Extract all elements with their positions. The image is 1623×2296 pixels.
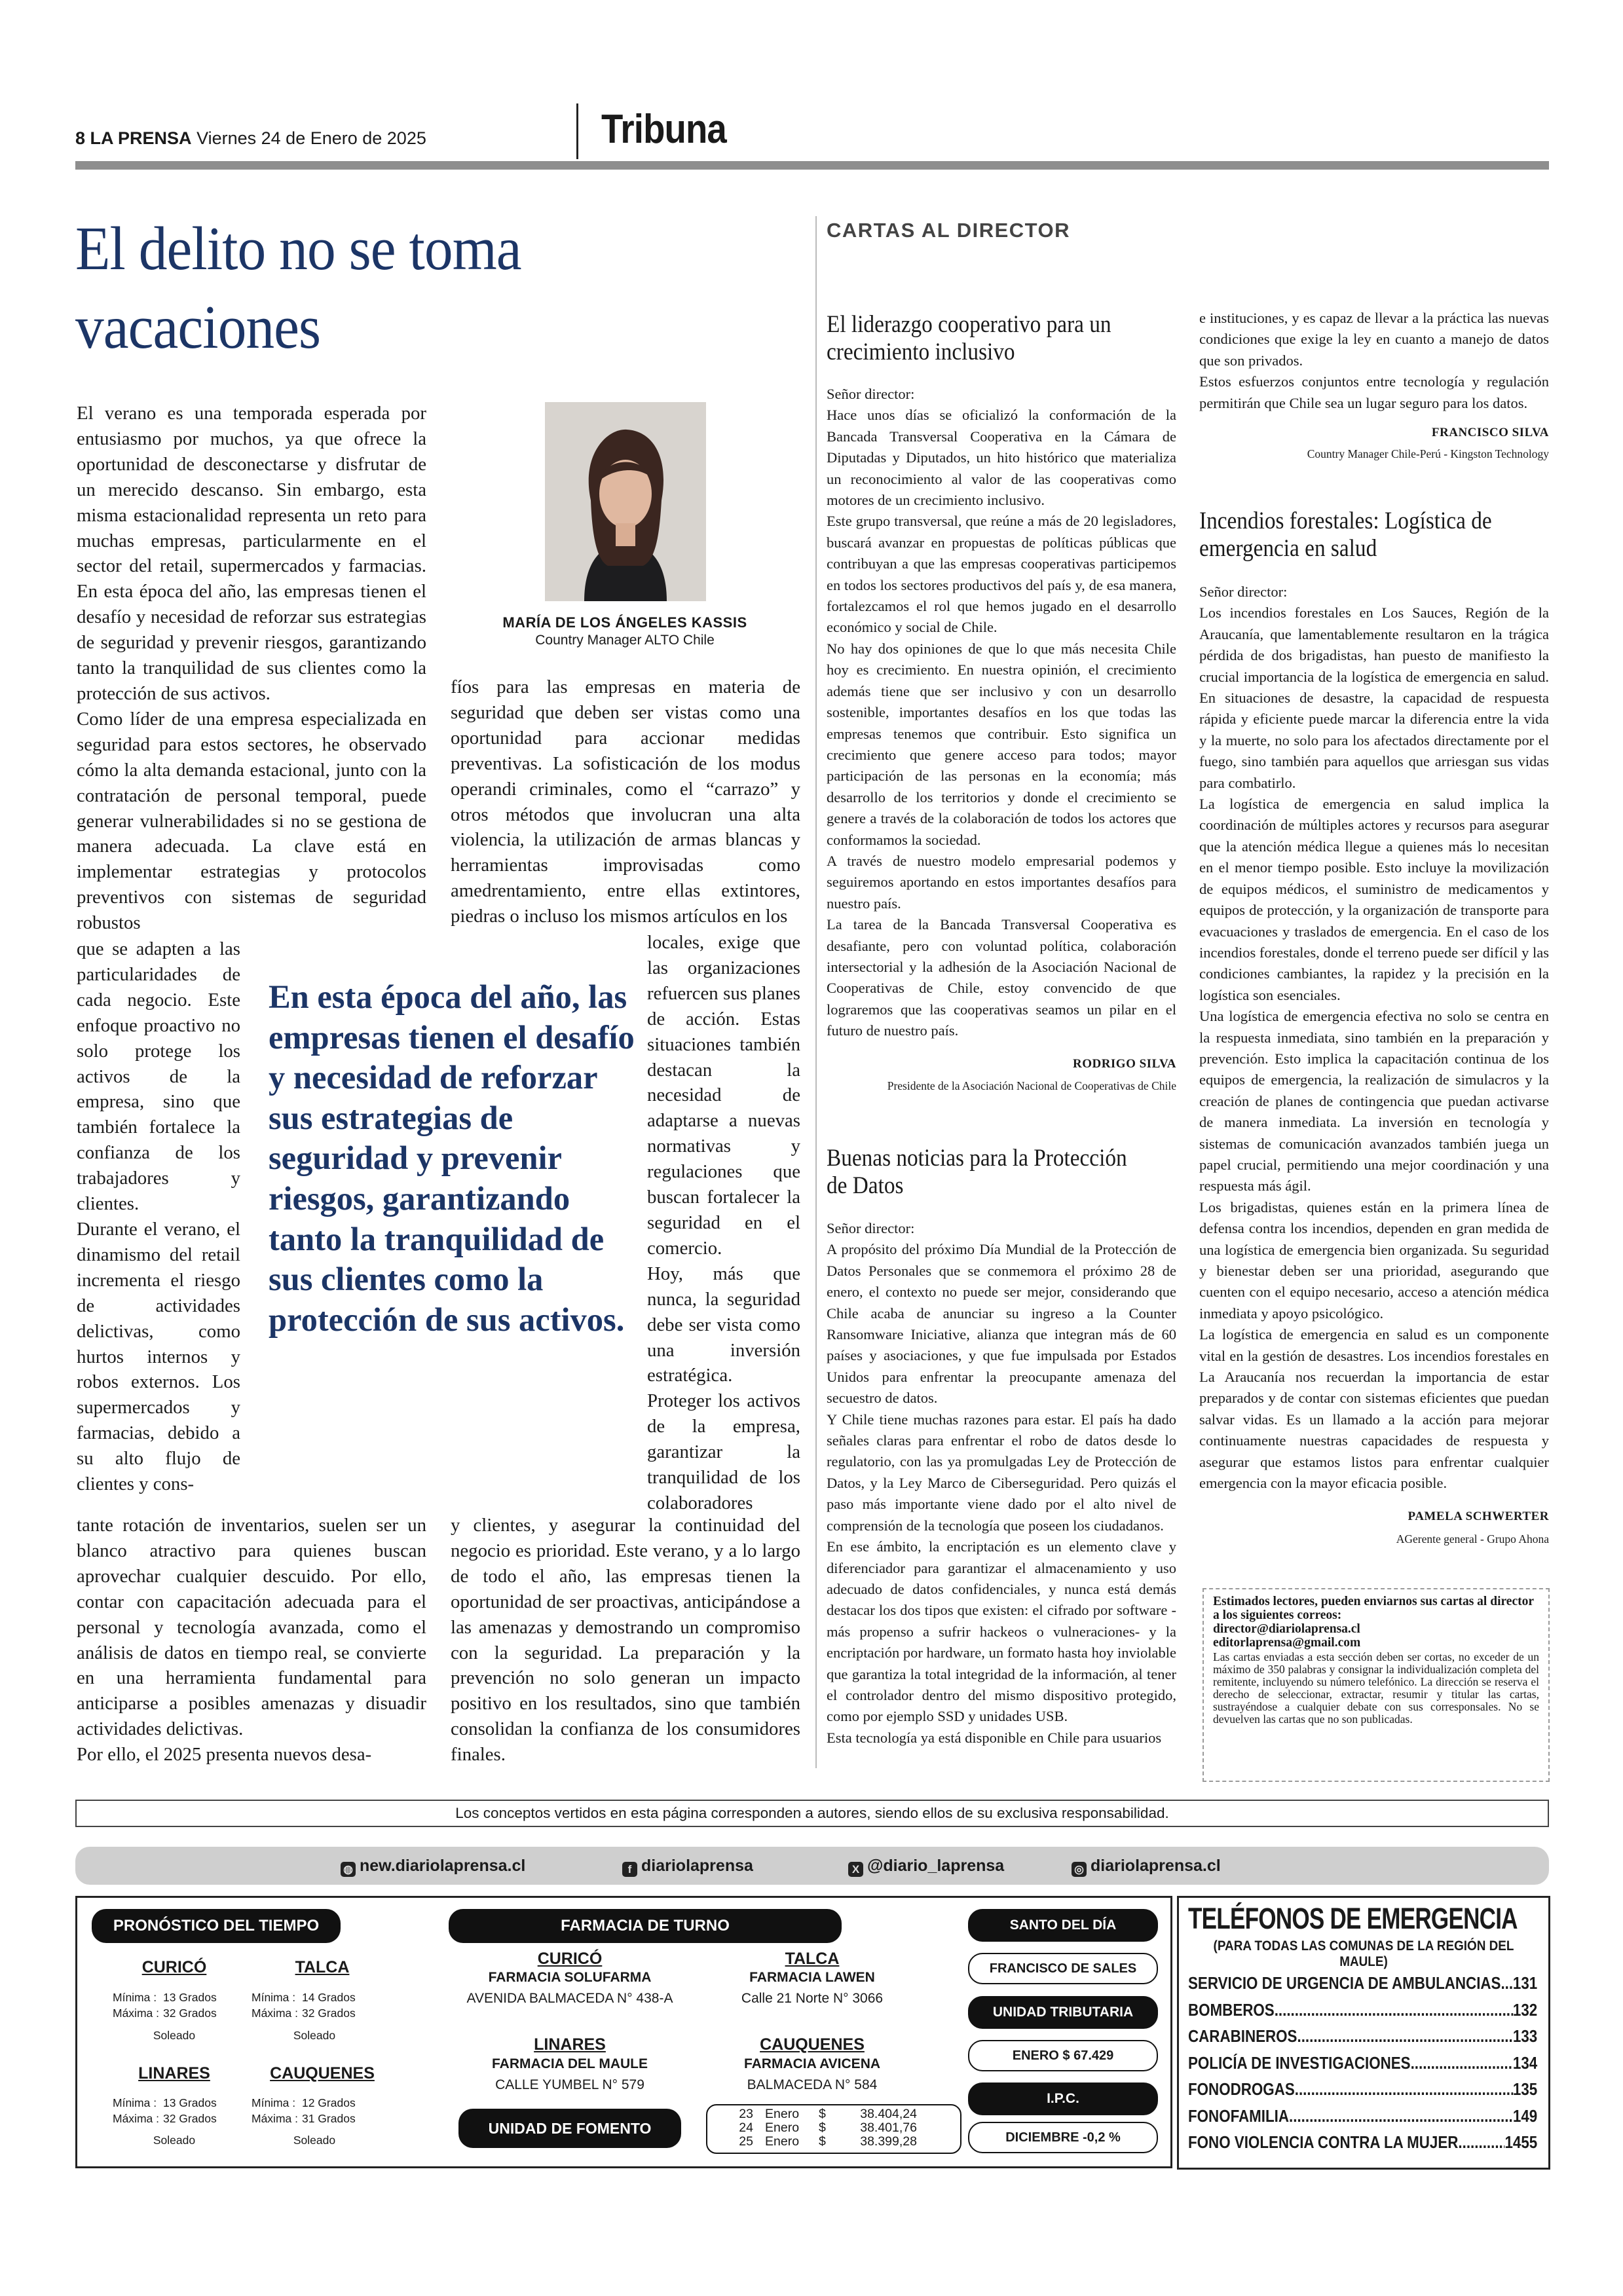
letter-paragraph: La logística de emergencia en salud implica la coordinación de múltiples actores y recursos para asegurar que la atención médica llegue a quienes más lo necesitan en el menor tiempo posible. Esto incluye la movilización de equipos médicos, el suministro de medicamentos y equipos de protección, y la organización de transporte para evacuaciones y traslados de emergencia. En el caso de los incendios forestales, donde el terreno puede ser difícil y las condiciones cambiantes, la rapidez y la precisión en la logística son esenciales. (1199, 796, 1549, 1003)
pharmacy-name: FARMACIA DEL MAULE (492, 2056, 648, 2071)
letter-signature-role: AGerente general - Grupo Ahona (1396, 1532, 1549, 1546)
article-column-1-narrow (77, 936, 240, 1497)
social-bar (75, 1847, 1549, 1885)
article-paragraph: Como líder de una empresa especializada en seguridad para estos sectores, he observado cómo la alta demanda estacional, junto con la contratación de personal temporal, puede generar vulnerabilidades si no se gestiona de manera adecuada. La clave está en implementar estrategias y protocolos preventivos con sistemas de seguridad robustos (77, 708, 426, 934)
instagram-icon: ◎ (1072, 1862, 1087, 1877)
letter-paragraph: En ese ámbito, la encriptación es un elemento clave y diferenciador para garantizar el almacenamiento y uso adecuado de datos confidenciales, y nunca está demás destacar los dos tipos que existen: el cifrado por software -más propenso a sufrir hackeos o vulneraciones- y la encriptación por hardware, un formato hasta hoy inviolable que garantiza la total integridad de la información, al tener el controlador dentro del mismo dispositivo protegido, como por ejemplo SSD y unidades USB. (827, 1538, 1176, 1725)
globe-icon: ◍ (341, 1862, 356, 1877)
emergency-phones (1177, 1896, 1550, 2170)
letter-body (827, 1218, 1176, 1749)
pharmacy-city: CURICÓ (537, 1950, 603, 1968)
letter-paragraph: Estos esfuerzos conjuntos entre tecnología y regulación permitirán que Chile sea un lugar seguro para los datos. (1199, 373, 1549, 411)
header-rule (75, 161, 1549, 170)
weather-city: CAUQUENES (270, 2064, 375, 2083)
weather-city: LINARES (138, 2064, 210, 2083)
letters-section-title: CARTAS AL DIRECTOR (827, 219, 1071, 242)
facebook-icon: f (622, 1862, 637, 1877)
emergency-row: FONODROGAS ..... 135 (1188, 2076, 1537, 2103)
social-facebook-label: diariolaprensa (641, 1857, 753, 1875)
letter-paragraph: A través de nuestro modelo empresarial podemos y seguiremos aportando en estos importantes desafíos para nuestro país. (827, 852, 1176, 912)
social-web[interactable] (341, 1857, 525, 1877)
readers-notice (1203, 1588, 1550, 1782)
author-portrait-illustration (545, 402, 706, 601)
weather-city: CURICÓ (141, 1958, 207, 1976)
ipc-value: DICIEMBRE -0,2 % (968, 2122, 1158, 2153)
letter-paragraph: Este grupo transversal, que reúne a más de 20 legisladores, buscará avanzar en propuestas de políticas públicas que contribuyan a que las empresas cooperativas participemos en todos los sectores productivos del país y, de esa manera, fortalezcamos el rol que hemos jugado en el desarrollo económico y social de Chile. (827, 513, 1176, 636)
letter-title: Incendios forestales: Logística de emergencia en salud (1199, 508, 1492, 562)
emergency-row: FONOFAMILIA ..... 149 (1188, 2103, 1537, 2130)
social-facebook[interactable] (622, 1857, 753, 1877)
weather-condition: Soleado (293, 2029, 336, 2042)
social-web-label: new.diariolaprensa.cl (360, 1857, 526, 1875)
letter-signature: RODRIGO SILVA (1072, 1057, 1176, 1071)
ipc-title: I.P.C. (968, 2083, 1158, 2115)
column-divider (815, 216, 817, 1768)
weather-condition: Soleado (153, 2029, 196, 2042)
emergency-row: POLICÍA DE INVESTIGACIONES ..... 134 (1188, 2050, 1537, 2077)
letter-paragraph: La tarea de la Bancada Transversal Cooperativa es desafiante, pero con voluntad política, colaboración intersectorial y la adhesión de la Asociación Nacional de Cooperativas de Chile, estoy convencido de que lograremos que las cooperativas seamos un pilar en el futuro de nuestro país. (827, 916, 1176, 1039)
letter-signature-role: Country Manager Chile-Perú - Kingston Technology (1307, 447, 1549, 460)
emergency-row: CARABINEROS ..... 133 (1188, 2023, 1537, 2050)
letter-signature-role: Presidente de la Asociación Nacional de Cooperativas de Chile (887, 1079, 1176, 1092)
utm-value: ENERO $ 67.429 (968, 2040, 1158, 2071)
uf-title: UNIDAD DE FOMENTO (458, 2109, 681, 2148)
letter-title: Buenas noticias para la Protección de Datos (827, 1145, 1127, 1199)
letter-paragraph: Hace unos días se oficializó la conformación de la Bancada Transversal Cooperativa en la Cámara de Diputadas y Diputados, un hito histórico que materializa un reconocimiento al valor de las cooperativas como motores de un crecimiento inclusivo. (827, 407, 1176, 509)
uf-row: 23 Enero $ 38.404,24 (739, 2107, 917, 2121)
letter-paragraph: Y Chile tiene muchas razones para estar. El país ha dado señales claras para enfrentar el robo de datos desde lo regulatorio, con las ya promulgadas Ley de Protección de Datos, y la Ley Marco de Ciberseguridad. Pero quizás el paso más importante viene dado por el alto nivel de comprensión de la tecnología que poseen los ciudadanos. (827, 1411, 1176, 1534)
article-paragraph: tante rotación de inventarios, suelen ser un blanco atractivo para quienes buscan aprovechar cualquier descuido. Por ello, contar con capacitación adecuada para el personal y tecnología avanzada, como el análisis de datos en tiempo real, se convierte en una herramienta fundamental para anticiparse a posibles amenazas y disuadir actividades delictivas. (77, 1515, 426, 1740)
social-x-label: @diario_laprensa (867, 1857, 1005, 1875)
pharmacy-city: TALCA (785, 1950, 840, 1968)
weather-city: TALCA (295, 1958, 350, 1976)
letter-body (1199, 582, 1549, 1494)
header-divider (576, 103, 578, 159)
article-paragraph: Por ello, el 2025 presenta nuevos desa- (77, 1744, 372, 1766)
article-paragraph: locales, exige que las organizaciones refuercen sus planes de acción. Estas situaciones también destacan la necesidad de adaptarse a nuevas normativas y regulaciones que buscan fortalecer la seguridad en el comercio. (647, 932, 800, 1259)
santo-name: FRANCISCO DE SALES (968, 1953, 1158, 1984)
readers-intro: Estimados lectores, pueden enviarnos sus cartas al director a los siguientes correos: (1213, 1595, 1534, 1622)
article-column-1 (77, 401, 426, 936)
pharmacy-address: Calle 21 Norte N° 3066 (741, 1991, 884, 2006)
page-number: 8 (75, 128, 86, 148)
emergency-title: TELÉFONOS DE EMERGENCIA (1188, 1902, 1518, 1935)
issue-date: Viernes 24 de Enero de 2025 (196, 128, 426, 148)
pharmacy-name: FARMACIA LAWEN (749, 1970, 875, 1985)
article-column-2-narrow (647, 930, 800, 1516)
pull-quote: En esta época del año, las empresas tienen el desafío y necesidad de reforzar sus estrategias de seguridad y prevenir riesgos, garantizando tanto la tranquilidad de sus clientes como la protección de sus activos. (269, 978, 635, 1338)
letter-title: El liderazgo cooperativo para un crecimiento inclusivo (827, 311, 1111, 365)
social-instagram[interactable] (1072, 1857, 1221, 1877)
newspaper-name: LA PRENSA (90, 128, 192, 148)
pharmacy-address: AVENIDA BALMACEDA N° 438-A (466, 1991, 673, 2006)
weather-condition: Soleado (153, 2134, 196, 2147)
letter-paragraph: La logística de emergencia en salud es un componente vital en la gestión de desastres. Los incendios forestales en La Araucanía nos recuerdan la importancia de estar preparados y de contar con sistemas eficientes que puedan salvar vidas. Es un llamado a la acción para mejorar continuamente nuestras capacidades de respuesta y asegurar que estamos listos para enfrentar cualquier emergencia con la mayor eficacia posible. (1199, 1326, 1549, 1492)
letter-body-continued (1199, 308, 1549, 414)
emergency-row: SERVICIO DE URGENCIA DE AMBULANCIAS ..... 131 (1188, 1970, 1537, 1997)
emergency-subtitle: (PARA TODAS LAS COMUNAS DE LA REGIÓN DEL MAULE) (1213, 1938, 1514, 1969)
letter-signature: PAMELA SCHWERTER (1408, 1509, 1549, 1523)
emergency-row: FONO VIOLENCIA CONTRA LA MUJER ..... 1455 (1188, 2129, 1537, 2156)
social-x[interactable] (848, 1857, 1004, 1877)
article-headline: El delito no se toma vacaciones (75, 215, 521, 361)
section-title: Tribuna (601, 107, 726, 152)
article-paragraph: Durante el verano, el dinamismo del retail incrementa el riesgo de actividades delictivas, como hurtos internos y robos externos. Los supermercados y farmacias, debido a su alto flujo de clientes y cons- (77, 1218, 240, 1495)
pharmacy-address: CALLE YUMBEL N° 579 (495, 2077, 644, 2092)
pharmacy-city: CAUQUENES (760, 2035, 865, 2054)
weather-readings: Mínima : 12 Grados Máxima : 31 Grados (252, 2096, 356, 2125)
disclaimer: Los conceptos vertidos en esta página corresponden a autores, siendo ellos de su exclusiva responsabilidad. (75, 1800, 1549, 1827)
article-column-2 (451, 675, 800, 929)
article-column-1-bottom (77, 1513, 426, 1768)
weather-title: PRONÓSTICO DEL TIEMPO (92, 1909, 341, 1943)
pharmacy-title: FARMACIA DE TURNO (449, 1909, 842, 1943)
letter-signature: FRANCISCO SILVA (1431, 426, 1549, 439)
letter-paragraph: A propósito del próximo Día Mundial de la Protección de Datos Personales que se conmemora el próximo 28 de enero, el contexto no puede ser mejor, considerando que Chile acaba de anunciar su ingreso a la Counter Ransomware Iniciative, alianza que integran más de 60 países y asociaciones, y que fue impulsada por Estados Unidos para enfrentar la preocupante amenaza del secuestro de datos. (827, 1241, 1176, 1407)
author-role: Country Manager ALTO Chile (535, 633, 715, 648)
letter-paragraph: Señor director: (1199, 583, 1288, 600)
letter-paragraph: Los brigadistas, quienes están en la primera línea de defensa contra los incendios, dependen en gran medida de una logística de emergencia bien organizada. Su seguridad y bienestar deben ser una prioridad, asegurando que cuenten con el equipo necesario, acceso a atención médica inmediata y apoyo psicológico. (1199, 1198, 1549, 1322)
weather-readings: Mínima : 13 Grados Máxima : 32 Grados (113, 1991, 217, 2020)
letter-paragraph: e instituciones, y es capaz de llevar a la práctica las nuevas condiciones que exige la ley en cuanto a manejo de datos que son privados. (1199, 310, 1549, 369)
article-paragraph: fíos para las empresas en materia de seguridad que deben ser vistas como una oportunidad para accionar medidas preventivas. La sofisticación de los modus operandi criminales, como el “carrazo” y otros métodos que involucran una alta violencia, la utilización de armas blancas y herramientas improvisadas como amedrentamiento, entre ellas extintores, piedras o incluso los mismos artículos en los (451, 676, 800, 927)
emergency-row: BOMBEROS ..... 132 (1188, 1997, 1537, 2024)
pharmacy-name: FARMACIA SOLUFARMA (488, 1970, 652, 1985)
pharmacy-address: BALMACEDA N° 584 (747, 2077, 878, 2092)
readers-email-editor[interactable]: editorlaprensa@gmail.com (1213, 1636, 1361, 1650)
weather-readings: Mínima : 13 Grados Máxima : 32 Grados (113, 2096, 217, 2125)
letter-paragraph: Señor director: (827, 386, 915, 402)
author-name: MARÍA DE LOS ÁNGELES KASSIS (502, 614, 747, 631)
letter-paragraph: Una logística de emergencia efectiva no solo se centra en la respuesta inmediata, sino también en la preparación y prevención. Esto implica la capacitación continua de los equipos de emergencia, la realización de simulacros y la creación de planes de contingencia que puedan activarse de manera inmediata. La inversión en tecnología y sistemas de comunicación avanzados también juega un papel crucial, permitiendo una mejor coordinación y una respuesta más ágil. (1199, 1008, 1549, 1194)
page-header (75, 128, 426, 149)
social-instagram-label: diariolaprensa.cl (1091, 1857, 1221, 1875)
letter-paragraph: Esta tecnología ya está disponible en Chile para usuarios (827, 1729, 1162, 1746)
article-column-2-bottom (451, 1513, 800, 1768)
article-paragraph: que se adapten a las particularidades de cada negocio. Este enfoque proactivo no solo protege los activos de la empresa, sino que también fortalece la confianza de los trabajadores y clientes. (77, 938, 240, 1215)
letter-paragraph: No hay dos opiniones de que lo que más necesita Chile hoy es crecimiento. En nuestra opinión, el crecimiento además tiene que ser inclusivo y con un desarrollo sostenible, importantes desafíos en los que todas las empresas tenemos que contribuir. Esto significa un crecimiento que genere acceso para todos; mayor participación de las personas en la economía; más desarrollo de los territorios y donde el crecimiento se genere a través de la colaboración de todos los actores que conformamos la sociedad. (827, 640, 1176, 848)
article-paragraph: El verano es una temporada esperada por entusiasmo por muchos, ya que ofrece la oportunidad de desconectarse y disfrutar de un merecido descanso. Sin embargo, esta misma estacionalidad representa un reto para muchas empresas, particularmente en el sector del retail, supermercados y farmacias. En esta época del año, las empresas tienen el desafío y necesidad de reforzar sus estrategias de seguridad y prevenir riesgos, garantizando tanto la tranquilidad de sus clientes como la protección de sus activos. (77, 403, 426, 704)
uf-table (727, 2107, 917, 2149)
letter-paragraph: Señor director: (827, 1220, 915, 1236)
uf-row: 25 Enero $ 38.399,28 (739, 2134, 917, 2149)
author-photo (545, 402, 706, 601)
letter-paragraph: Los incendios forestales en Los Sauces, Región de la Araucanía, que lamentablemente resultaron en la trágica pérdida de dos brigadistas, han puesto de manifiesto la crucial importancia de la logística de emergencia en salud. En situaciones de desastre, la capacidad de respuesta rápida y eficiente puede marcar la diferencia entre la vida y la muerte, no solo para los afectados directamente por el fuego, sino también para aquellos que arriesgan sus vidas para combatirlo. (1199, 604, 1549, 791)
readers-rules: Las cartas enviadas a esta sección deben ser cortas, no exceder de un máximo de 350 palabras y consignar la individualización completa del remitente, incluyendo su número telefónico. La dirección se reserva el derecho de seleccionar, extractar, resumir y titular las cartas, sustrayéndose a cualquier debate con sus corresponsales. No se devuelven las cartas que no son publicadas. (1213, 1650, 1539, 1726)
article-paragraph: y clientes, y asegurar la continuidad del negocio es prioridad. Este verano, y a lo largo de todo el año, las empresas tienen la oportunidad de ser proactivas, anticipándose a las amenazas y demostrando un compromiso con la seguridad. La preparación y la prevención no solo generan un impacto positivo en los resultados, sino que también consolidan la confianza de los consumidores finales. (451, 1515, 800, 1766)
pharmacy-name: FARMACIA AVICENA (743, 2056, 881, 2071)
uf-row: 24 Enero $ 38.401,76 (739, 2120, 917, 2135)
x-icon: X (848, 1862, 863, 1877)
weather-readings: Mínima : 14 Grados Máxima : 32 Grados (252, 1991, 356, 2020)
utm-title: UNIDAD TRIBUTARIA (968, 1996, 1158, 2029)
letter-body (827, 384, 1176, 1042)
readers-email-director[interactable]: director@diariolaprensa.cl (1213, 1622, 1360, 1636)
santo-title: SANTO DEL DÍA (968, 1909, 1158, 1942)
pharmacy-city: LINARES (534, 2035, 606, 2054)
weather-condition: Soleado (293, 2134, 336, 2147)
article-paragraph: Hoy, más que nunca, la seguridad debe ser vista como una inversión estratégica. Proteger los activos de la empresa, garantizar la tranquilidad de los colaboradores (647, 1263, 800, 1513)
